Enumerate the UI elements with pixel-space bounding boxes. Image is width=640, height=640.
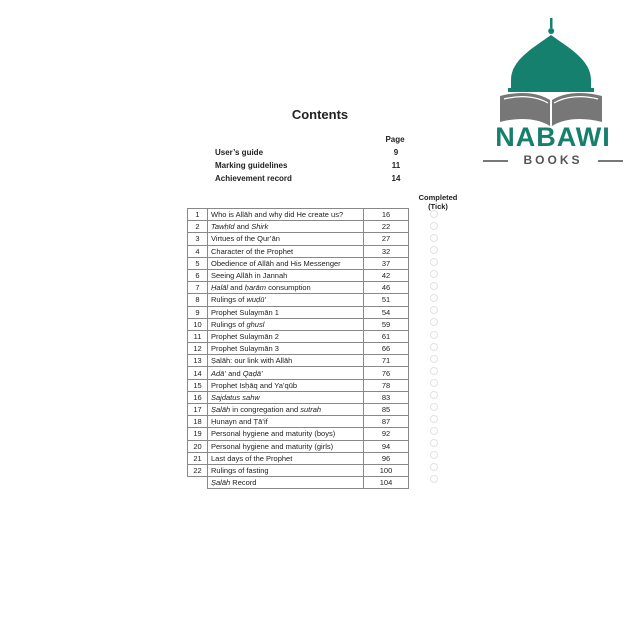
table-row (188, 282, 409, 294)
lesson-topic: Rulings of wuḍū’ (208, 294, 364, 306)
lesson-page: 37 (364, 257, 409, 269)
table-row (188, 404, 409, 416)
tick-circle[interactable] (430, 222, 438, 230)
lesson-page: 32 (364, 245, 409, 257)
lesson-page: 100 (364, 464, 409, 476)
lesson-number: 20 (188, 440, 208, 452)
lesson-topic: Ḥalāl and ḥarām consumption (208, 282, 364, 294)
lesson-page: 61 (364, 330, 409, 342)
lesson-number: 11 (188, 330, 208, 342)
lesson-number: 18 (188, 416, 208, 428)
table-row (188, 343, 409, 355)
tick-circle[interactable] (430, 415, 438, 423)
table-row (188, 330, 409, 342)
guide-row (215, 174, 411, 186)
tick-circle[interactable] (430, 403, 438, 411)
table-row (188, 355, 409, 367)
guide-page: 14 (391, 174, 401, 183)
tick-circle[interactable] (430, 343, 438, 351)
table-row (188, 367, 409, 379)
table-row (188, 209, 409, 221)
lesson-number: 3 (188, 233, 208, 245)
lesson-topic: Prophet Sulaymān 1 (208, 306, 364, 318)
lesson-number: 15 (188, 379, 208, 391)
tick-circle[interactable] (430, 258, 438, 266)
tick-circle[interactable] (430, 210, 438, 218)
lesson-number: 19 (188, 428, 208, 440)
guide-label: Marking guidelines (215, 161, 288, 170)
lesson-number: 14 (188, 367, 208, 379)
lesson-topic: Personal hygiene and maturity (boys) (208, 428, 364, 440)
lesson-number: 17 (188, 404, 208, 416)
lesson-number: 21 (188, 452, 208, 464)
guide-label: Achievement record (215, 174, 292, 183)
lesson-number: 5 (188, 257, 208, 269)
tick-circle[interactable] (430, 294, 438, 302)
dome-base (508, 88, 594, 92)
table-row (188, 440, 409, 452)
table-row (188, 233, 409, 245)
lesson-topic: Character of the Prophet (208, 245, 364, 257)
table-row (188, 452, 409, 464)
guide-row (215, 148, 411, 160)
lesson-topic: Seeing Allāh in Jannah (208, 269, 364, 281)
guide-label: User’s guide (215, 148, 264, 157)
tick-circle[interactable] (430, 463, 438, 471)
lesson-number: 1 (188, 209, 208, 221)
table-row (188, 416, 409, 428)
lesson-number: 4 (188, 245, 208, 257)
lesson-page: 83 (364, 391, 409, 403)
guide-page: 9 (393, 148, 399, 157)
lesson-page: 51 (364, 294, 409, 306)
tick-circle[interactable] (430, 451, 438, 459)
lesson-page: 42 (364, 269, 409, 281)
lesson-topic: Ṣalāh in congregation and sutrah (208, 404, 364, 416)
lesson-number: 16 (188, 391, 208, 403)
lesson-page: 22 (364, 221, 409, 233)
table-row (188, 245, 409, 257)
page-title: Contents (291, 107, 349, 122)
lesson-topic: Obedience of Allāh and His Messenger (208, 257, 364, 269)
guide-row (215, 161, 411, 173)
lesson-topic: Ṣalāh Record (208, 477, 364, 489)
lesson-page: 54 (364, 306, 409, 318)
tick-circle[interactable] (430, 318, 438, 326)
lesson-number: 7 (188, 282, 208, 294)
lesson-page: 66 (364, 343, 409, 355)
table-row (188, 318, 409, 330)
tick-circle[interactable] (430, 379, 438, 387)
table-row (188, 306, 409, 318)
table-row (188, 221, 409, 233)
table-row (188, 257, 409, 269)
completed-label: Completed (418, 193, 458, 202)
lesson-topic: Rulings of ghusl (208, 318, 364, 330)
tick-circle[interactable] (430, 355, 438, 363)
tick-circle[interactable] (430, 475, 438, 483)
lesson-page: 78 (364, 379, 409, 391)
brand-sub-text: BOOKS (523, 153, 583, 167)
lesson-topic: Last days of the Prophet (208, 452, 364, 464)
lesson-page: 94 (364, 440, 409, 452)
finial-stem (550, 18, 553, 28)
tick-circle[interactable] (430, 234, 438, 242)
lesson-topic: Ṣalāh: our link with Allāh (208, 355, 364, 367)
brand-subtitle (478, 153, 628, 167)
lesson-topic: Prophet Sulaymān 3 (208, 343, 364, 355)
lesson-topic: Ḥunayn and Ṭā’if (208, 416, 364, 428)
tick-circle[interactable] (430, 246, 438, 254)
lesson-topic: Sajdatus sahw (208, 391, 364, 403)
completed-column-header (410, 193, 466, 211)
page-column-header: Page (385, 135, 405, 144)
lesson-topic: Tawḥīd and Shirk (208, 221, 364, 233)
lesson-topic: Virtues of the Qur’ān (208, 233, 364, 245)
tick-circle[interactable] (430, 282, 438, 290)
table-row (188, 477, 409, 489)
lesson-topic: Adā’ and Qaḍā’ (208, 367, 364, 379)
lesson-number: 10 (188, 318, 208, 330)
divider-left (483, 160, 508, 162)
lesson-page: 71 (364, 355, 409, 367)
lesson-page: 76 (364, 367, 409, 379)
lesson-page: 87 (364, 416, 409, 428)
lesson-number: 6 (188, 269, 208, 281)
lesson-number: 9 (188, 306, 208, 318)
lesson-page: 92 (364, 428, 409, 440)
table-row (188, 428, 409, 440)
tick-circle[interactable] (430, 367, 438, 375)
table-row (188, 294, 409, 306)
contents-table (187, 208, 409, 489)
lesson-topic: Personal hygiene and maturity (girls) (208, 440, 364, 452)
brand-name: NABAWI (495, 122, 611, 152)
lesson-page: 46 (364, 282, 409, 294)
table-row (188, 464, 409, 476)
lesson-page: 96 (364, 452, 409, 464)
tick-label: (Tick) (428, 202, 448, 211)
lesson-page: 59 (364, 318, 409, 330)
tick-circle[interactable] (430, 270, 438, 278)
lesson-number: 13 (188, 355, 208, 367)
guide-page: 11 (391, 161, 401, 170)
lesson-page: 16 (364, 209, 409, 221)
tick-circle[interactable] (430, 391, 438, 399)
finial-ball (548, 28, 554, 34)
lesson-topic: Prophet Isḥāq and Ya’qūb (208, 379, 364, 391)
tick-circle[interactable] (430, 439, 438, 447)
lesson-page: 27 (364, 233, 409, 245)
divider-right (598, 160, 623, 162)
lesson-topic: Rulings of fasting (208, 464, 364, 476)
lesson-number: 12 (188, 343, 208, 355)
lesson-topic: Prophet Sulaymān 2 (208, 330, 364, 342)
table-row (188, 269, 409, 281)
lesson-number: 8 (188, 294, 208, 306)
dome-icon (511, 35, 591, 90)
tick-circle[interactable] (430, 306, 438, 314)
tick-circle[interactable] (430, 427, 438, 435)
lesson-page: 85 (364, 404, 409, 416)
tick-circle[interactable] (430, 331, 438, 339)
lesson-number: 22 (188, 464, 208, 476)
lesson-page: 104 (364, 477, 409, 489)
table-row (188, 391, 409, 403)
lesson-number (188, 477, 208, 489)
lesson-number: 2 (188, 221, 208, 233)
lesson-topic: Who is Allāh and why did He create us? (208, 209, 364, 221)
table-row (188, 379, 409, 391)
